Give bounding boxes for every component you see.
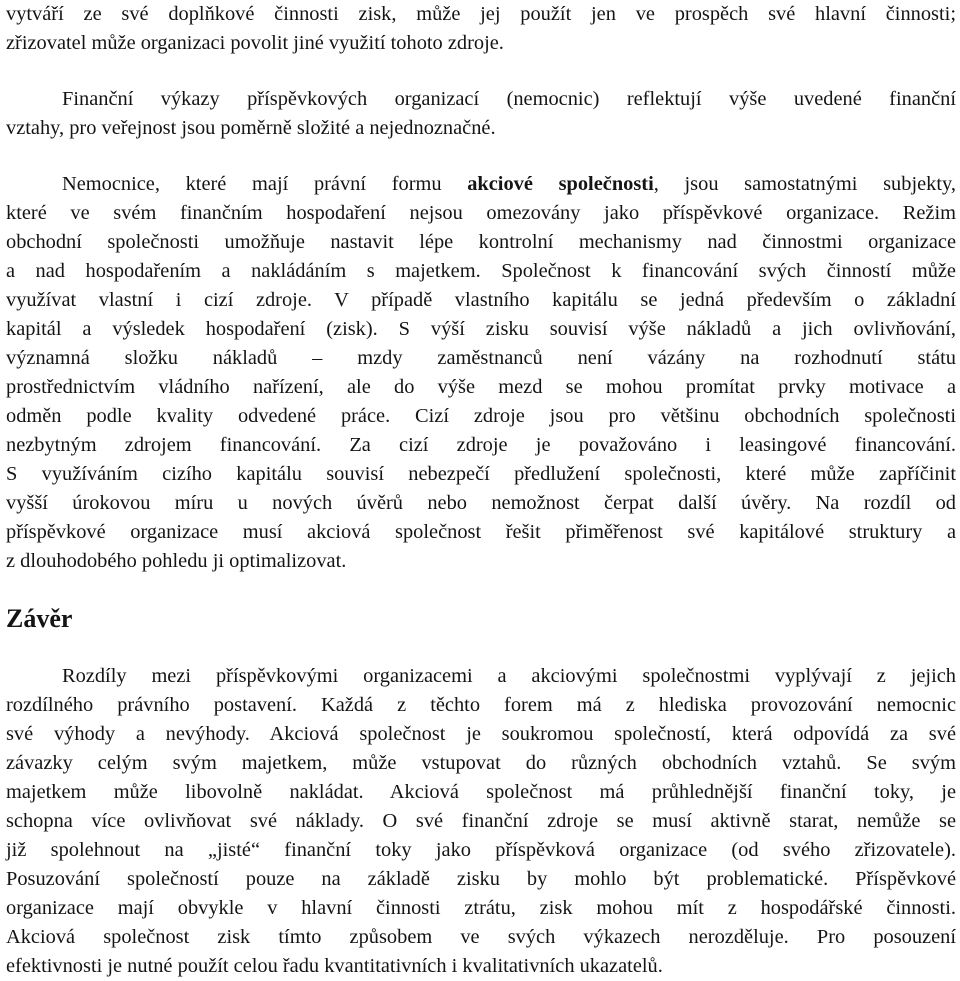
text-line: závazky celým svým majetkem, může vstupovat do různých obchodních vztahů. Se svým	[6, 752, 956, 774]
text-line: Finanční výkazy příspěvkových organizací (nemocnic) reflektují výše uvedené finanční	[62, 88, 956, 110]
text-line: příspěvkové organizace musí akciová společnost řešit přiměřenost své kapitálové struktury a	[6, 521, 956, 543]
text-line: odměn podle kvality odvedené práce. Cizí zdroje jsou pro většinu obchodních společnosti	[6, 405, 956, 427]
text-line: své výhody a nevýhody. Akciová společnost je soukromou společností, která odpovídá za své	[6, 723, 956, 745]
text-run: Nemocnice, které mají právní formu	[62, 173, 468, 195]
text-line: vyšší úrokovou míru u nových úvěrů nebo nemožnost čerpat další úvěry. Na rozdíl od	[6, 492, 956, 514]
paragraph-spacer	[6, 58, 956, 85]
text-line: zřizovatel může organizaci povolit jiné využití tohoto zdroje.	[6, 32, 504, 54]
text-line: již spolehnout na „jisté“ finanční toky jako příspěvková organizace (od svého zřizovatele).	[6, 839, 956, 861]
text-line: kapitál a výsledek hospodaření (zisk). S výší zisku souvisí výše nákladů a jich ovlivňování,	[6, 318, 956, 340]
section-spacer	[6, 576, 956, 602]
text-line: z dlouhodobého pohledu ji optimalizovat.	[6, 550, 347, 572]
text-run: , jsou samostatnými subjekty,	[653, 173, 956, 195]
paragraph-conclusion	[6, 662, 956, 981]
text-line: schopna více ovlivňovat své náklady. O své finanční zdroje se musí aktivně starat, nemůže se	[6, 810, 956, 832]
paragraph-financial-statements	[6, 85, 956, 143]
section-heading: Závěr	[6, 604, 73, 633]
text-line: majetkem může libovolně nakládat. Akciová společnost má průhlednější finanční toky, je	[6, 781, 956, 803]
emphasis-bold: akciové společnosti	[467, 173, 654, 195]
text-line: organizace mají obvykle v hlavní činnosti ztrátu, zisk mohou mít z hospodářské činnosti.	[6, 897, 956, 919]
paragraph-continued	[6, 0, 956, 58]
text-line: Akciová společnost zisk tímto způsobem ve svých výkazech nerozděluje. Pro posouzení	[6, 926, 956, 948]
text-line: využívat vlastní i cizí zdroje. V případě vlastního kapitálu se jedná především o základní	[6, 289, 956, 311]
text-line: S využíváním cizího kapitálu souvisí nebezpečí předlužení společnosti, které může zapříčinit	[6, 463, 956, 485]
text-line: rozdílného právního postavení. Každá z těchto forem má z hlediska provozování nemocnic	[6, 694, 956, 716]
paragraph-spacer	[6, 143, 956, 170]
text-line: vytváří ze své doplňkové činnosti zisk, může jej použít jen ve prospěch své hlavní činnosti;	[6, 3, 956, 25]
text-line: prostřednictvím vládního nařízení, ale do výše mezd se mohou promítat prvky motivace a	[6, 376, 956, 398]
text-line: nezbytným zdrojem financování. Za cizí zdroje je považováno i leasingové financování.	[6, 434, 956, 456]
text-line: a nad hospodařením a nakládáním s majetkem. Společnost k financování svých činností může	[6, 260, 956, 282]
text-line: Posuzování společností pouze na základě zisku by mohlo být problematické. Příspěvkové	[6, 868, 956, 890]
text-line: obchodní společnosti umožňuje nastavit lépe kontrolní mechanismy nad činnostmi organizace	[6, 231, 956, 253]
text-line: významná složku nákladů – mzdy zaměstnanců není vázány na rozhodnutí státu	[6, 347, 956, 369]
text-line	[6, 170, 956, 199]
section-spacer	[6, 636, 956, 662]
text-line: Rozdíly mezi příspěvkovými organizacemi a akciovými společnostmi vyplývají z jejich	[62, 665, 956, 687]
text-line: které ve svém finančním hospodaření nejsou omezovány jako příspěvkové organizace. Režim	[6, 202, 956, 224]
paragraph-joint-stock-companies	[6, 170, 956, 576]
text-line: efektivnosti je nutné použít celou řadu kvantitativních i kvalitativních ukazatelů.	[6, 955, 663, 977]
text-line: vztahy, pro veřejnost jsou poměrně složité a nejednoznačné.	[6, 117, 496, 139]
